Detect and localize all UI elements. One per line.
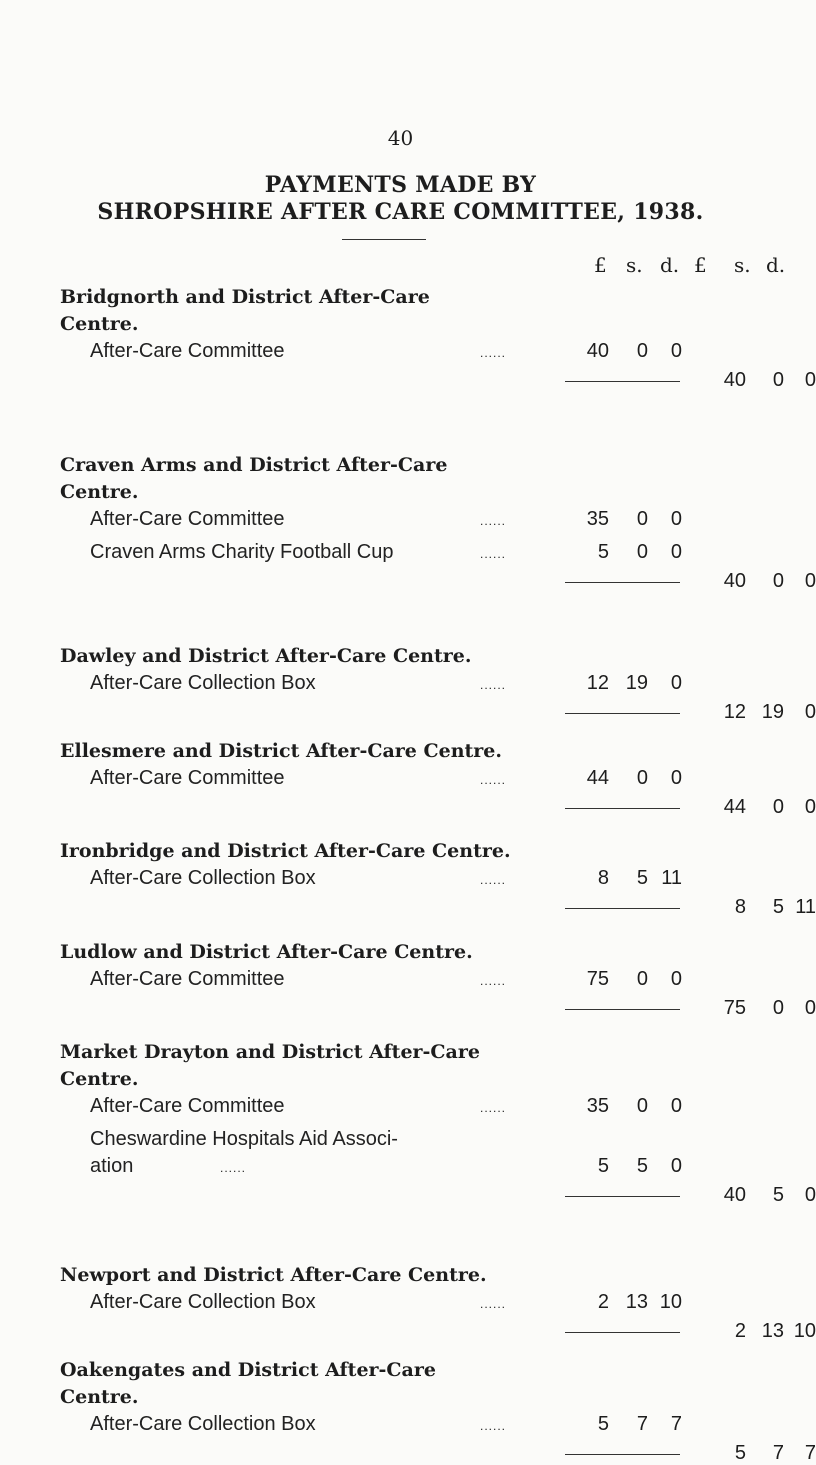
subtotal-rule xyxy=(565,1009,680,1010)
amount-pounds: 40 xyxy=(586,340,609,362)
item-label: After-Care Committee xyxy=(90,340,285,362)
item-label: After-Care Collection Box xyxy=(90,867,316,889)
section-heading: Oakengates and District After-Care xyxy=(60,1359,436,1381)
page-number: 40 xyxy=(387,126,414,150)
amount-shillings: 13 xyxy=(625,1291,648,1313)
amount-shillings: 0 xyxy=(636,508,648,530)
amount-shillings: 5 xyxy=(772,1184,784,1206)
item-label: After-Care Committee xyxy=(90,508,285,530)
amount-pounds: 40 xyxy=(723,369,746,391)
amount-pence: 0 xyxy=(670,1095,682,1117)
amount-pence: 0 xyxy=(670,508,682,530)
amount-shillings: 0 xyxy=(772,570,784,592)
section-heading: Ironbridge and District After-Care Centre. xyxy=(60,840,511,862)
amount-shillings: 0 xyxy=(636,968,648,990)
amount-pence: 0 xyxy=(804,1184,816,1206)
amount-shillings: 0 xyxy=(636,767,648,789)
amount-pence: 0 xyxy=(670,672,682,694)
amount-shillings: 0 xyxy=(636,541,648,563)
amount-shillings: 0 xyxy=(636,340,648,362)
leader-dots: ...... xyxy=(480,873,507,887)
amount-shillings: 0 xyxy=(772,369,784,391)
amount-pence: 10 xyxy=(659,1291,682,1313)
amount-pounds: 75 xyxy=(586,968,609,990)
col-shillings-1: s. xyxy=(626,253,643,277)
subtotal-rule xyxy=(565,713,680,714)
amount-pounds: 5 xyxy=(597,541,609,563)
amount-pounds: 35 xyxy=(586,508,609,530)
section-heading: Ludlow and District After-Care Centre. xyxy=(60,941,473,963)
amount-pence: 0 xyxy=(670,340,682,362)
amount-shillings: 0 xyxy=(636,1095,648,1117)
item-label: After-Care Collection Box xyxy=(90,1413,316,1435)
section-heading: Bridgnorth and District After-Care xyxy=(60,286,430,308)
item-label: After-Care Committee xyxy=(90,1095,285,1117)
amount-pence: 0 xyxy=(804,997,816,1019)
amount-pence: 7 xyxy=(670,1413,682,1435)
amount-pounds: 44 xyxy=(586,767,609,789)
page-title-line1: PAYMENTS MADE BY xyxy=(264,172,537,198)
amount-pounds: 8 xyxy=(734,896,746,918)
section-heading-cont: Centre. xyxy=(60,1386,139,1408)
amount-pence: 10 xyxy=(793,1320,816,1342)
amount-pounds: 75 xyxy=(723,997,746,1019)
leader-dots: ...... xyxy=(480,346,507,360)
amount-pence: 0 xyxy=(804,570,816,592)
item-label: Craven Arms Charity Football Cup xyxy=(90,541,394,563)
leader-dots: ...... xyxy=(480,514,507,528)
amount-shillings: 13 xyxy=(761,1320,784,1342)
amount-pence: 7 xyxy=(804,1442,816,1464)
amount-pence: 0 xyxy=(804,369,816,391)
amount-shillings: 7 xyxy=(636,1413,648,1435)
section-heading: Dawley and District After-Care Centre. xyxy=(60,645,472,667)
item-label-cont: ation xyxy=(90,1155,134,1177)
amount-pence: 0 xyxy=(804,701,816,723)
leader-dots: ...... xyxy=(480,974,507,988)
amount-pence: 0 xyxy=(670,968,682,990)
amount-pounds: 8 xyxy=(597,867,609,889)
section-heading-cont: Centre. xyxy=(60,1068,139,1090)
section-heading: Ellesmere and District After-Care Centre. xyxy=(60,740,502,762)
subtotal-rule xyxy=(565,1454,680,1455)
subtotal-rule xyxy=(565,808,680,809)
col-pence-2: d. xyxy=(766,253,786,277)
item-label: Cheswardine Hospitals Aid Associ- xyxy=(90,1128,398,1150)
subtotal-rule xyxy=(565,908,680,909)
amount-pence: 11 xyxy=(661,867,682,889)
col-pounds-1: £ xyxy=(594,253,607,277)
col-shillings-2: s. xyxy=(734,253,751,277)
amount-shillings: 5 xyxy=(636,1155,648,1177)
page-title-line2: SHROPSHIRE AFTER CARE COMMITTEE, 1938. xyxy=(97,199,704,225)
col-pounds-2: £ xyxy=(694,253,707,277)
section-heading: Newport and District After-Care Centre. xyxy=(60,1264,487,1286)
subtotal-rule xyxy=(565,1332,680,1333)
section-heading: Market Drayton and District After-Care xyxy=(60,1041,480,1063)
col-pence-1: d. xyxy=(660,253,680,277)
item-label: After-Care Collection Box xyxy=(90,672,316,694)
subtotal-rule xyxy=(565,1196,680,1197)
amount-pounds: 12 xyxy=(723,701,746,723)
amount-pounds: 5 xyxy=(597,1155,609,1177)
amount-pence: 0 xyxy=(670,1155,682,1177)
amount-pence: 0 xyxy=(670,767,682,789)
item-label: After-Care Collection Box xyxy=(90,1291,316,1313)
amount-shillings: 19 xyxy=(625,672,648,694)
amount-shillings: 7 xyxy=(772,1442,784,1464)
amount-pounds: 12 xyxy=(586,672,609,694)
amount-pounds: 35 xyxy=(586,1095,609,1117)
leader-dots: ...... xyxy=(480,1419,507,1433)
subtotal-rule xyxy=(565,582,680,583)
leader-dots: ...... xyxy=(480,1101,507,1115)
leader-dots: ...... xyxy=(480,678,507,692)
amount-pence: 0 xyxy=(670,541,682,563)
amount-pounds: 40 xyxy=(723,1184,746,1206)
amount-pounds: 40 xyxy=(723,570,746,592)
item-label: After-Care Committee xyxy=(90,968,285,990)
amount-pounds: 2 xyxy=(597,1291,609,1313)
leader-dots: ...... xyxy=(480,773,507,787)
amount-pounds: 5 xyxy=(597,1413,609,1435)
leader-dots: ...... xyxy=(480,1297,507,1311)
section-heading-cont: Centre. xyxy=(60,481,139,503)
subtotal-rule xyxy=(565,381,680,382)
amount-shillings: 5 xyxy=(772,896,784,918)
amount-shillings: 0 xyxy=(772,997,784,1019)
amount-shillings: 19 xyxy=(761,701,784,723)
leader-dots: ...... xyxy=(480,547,507,561)
amount-shillings: 0 xyxy=(772,796,784,818)
amount-pence: 0 xyxy=(804,796,816,818)
section-heading: Craven Arms and District After-Care xyxy=(60,454,448,476)
amount-pounds: 5 xyxy=(734,1442,746,1464)
amount-shillings: 5 xyxy=(636,867,648,889)
item-label: After-Care Committee xyxy=(90,767,285,789)
section-heading-cont: Centre. xyxy=(60,313,139,335)
amount-pence: 11 xyxy=(795,896,816,918)
amount-pounds: 44 xyxy=(723,796,746,818)
amount-pounds: 2 xyxy=(734,1320,746,1342)
title-rule xyxy=(342,239,426,240)
leader-dots: ...... xyxy=(220,1161,247,1175)
